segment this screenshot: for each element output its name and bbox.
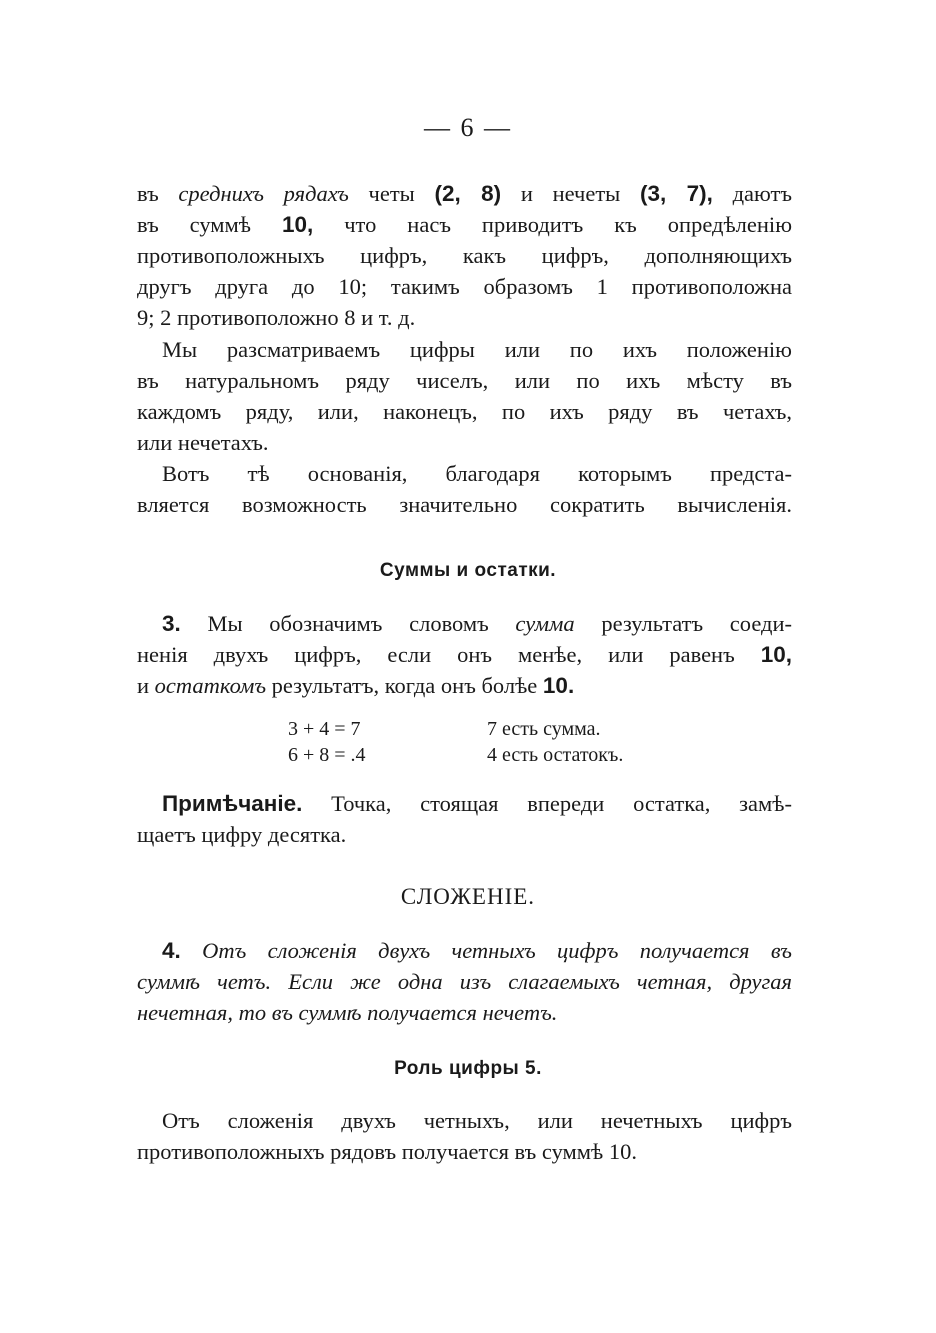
bold-run: 4.: [162, 938, 181, 963]
italic-run: среднихъ рядахъ: [178, 181, 349, 206]
equation-2-note: 4 есть остатокъ.: [487, 744, 624, 766]
para4-line1: [162, 608, 792, 639]
equation-1-note: 7 есть сумма.: [487, 718, 601, 740]
note-label: Примѣчаніе.: [162, 791, 303, 816]
para1-line5: 9; 2 противоположно 8 и т. д.: [137, 305, 416, 330]
text-run: четы: [348, 181, 435, 206]
text-run: въ суммѣ: [137, 212, 282, 237]
equation-1: 3 + 4 = 7: [288, 718, 361, 740]
para1-line2: [137, 209, 792, 240]
text-run: даютъ: [712, 181, 792, 206]
para6-line1: Отъ сложенія двухъ четныхъ, или нечетныхъ цифръ: [162, 1108, 792, 1133]
italic-run: Отъ сложенія двухъ четныхъ цифръ получается въ: [180, 938, 792, 963]
bold-run: 10,: [760, 642, 792, 667]
para1-line1: [137, 178, 792, 209]
para5-line2: суммѣ четъ. Если же одна изъ слагаемыхъ четная, другая: [137, 969, 792, 994]
equation-2: 6 + 8 = .4: [288, 744, 366, 766]
para3-line2: вляется возможность значительно сократить вычисленія.: [137, 492, 792, 517]
bold-run: 10,: [281, 212, 314, 237]
para2-line1: Мы разсматриваемъ цифры или по ихъ положенію: [162, 337, 792, 362]
text-run: и: [137, 673, 155, 698]
section-heading-digit-five: Роль цифры 5.: [394, 1058, 542, 1079]
text-run: Мы обозначимъ словомъ: [180, 611, 516, 636]
bold-run: (3, 7),: [640, 181, 713, 206]
note-line1: [162, 788, 792, 819]
italic-run: остаткомъ: [154, 673, 267, 698]
text-run: что насъ приводитъ къ опредѣленію: [313, 212, 792, 237]
para4-line3: [137, 670, 792, 701]
text-run: ненія двухъ цифръ, если онъ менѣе, или равенъ: [137, 642, 761, 667]
bold-run: 10.: [542, 673, 575, 698]
para5-line3: нечетная, то въ суммѣ получается нечетъ.: [137, 1000, 558, 1025]
para6-line2: противоположныхъ рядовъ получается въ суммѣ 10.: [137, 1139, 637, 1164]
text-run: и нечеты: [501, 181, 640, 206]
bold-run: 3.: [162, 611, 181, 636]
text-run: результатъ, когда онъ болѣе: [266, 673, 543, 698]
section-heading-sums: Суммы и остатки.: [379, 560, 557, 581]
italic-run: сумма: [515, 611, 575, 636]
para1-line4: другъ друга до 10; такимъ образомъ 1 противоположна: [137, 274, 792, 299]
para2-line4: или нечетахъ.: [137, 430, 269, 455]
text-run: Точка, стоящая впереди остатка, замѣ-: [302, 791, 792, 816]
note-line2: щаетъ цифру десятка.: [137, 822, 347, 847]
para5-line1: [162, 935, 792, 966]
text-run: въ: [137, 181, 179, 206]
para2-line3: каждомъ ряду, или, наконецъ, по ихъ ряду въ четахъ,: [137, 399, 792, 424]
para2-line2: въ натуральномъ ряду чиселъ, или по ихъ мѣсту въ: [137, 368, 792, 393]
section-heading-addition: СЛОЖЕНІЕ.: [400, 884, 536, 909]
para4-line2: [137, 639, 792, 670]
para3-line1: Вотъ тѣ основанія, благодаря которымъ предста-: [162, 461, 792, 486]
bold-run: (2, 8): [434, 181, 502, 206]
page-number: — 6 —: [424, 113, 512, 142]
text-run: результатъ соеди-: [574, 611, 792, 636]
para1-line3: противоположныхъ цифръ, какъ цифръ, дополняющихъ: [137, 243, 792, 268]
